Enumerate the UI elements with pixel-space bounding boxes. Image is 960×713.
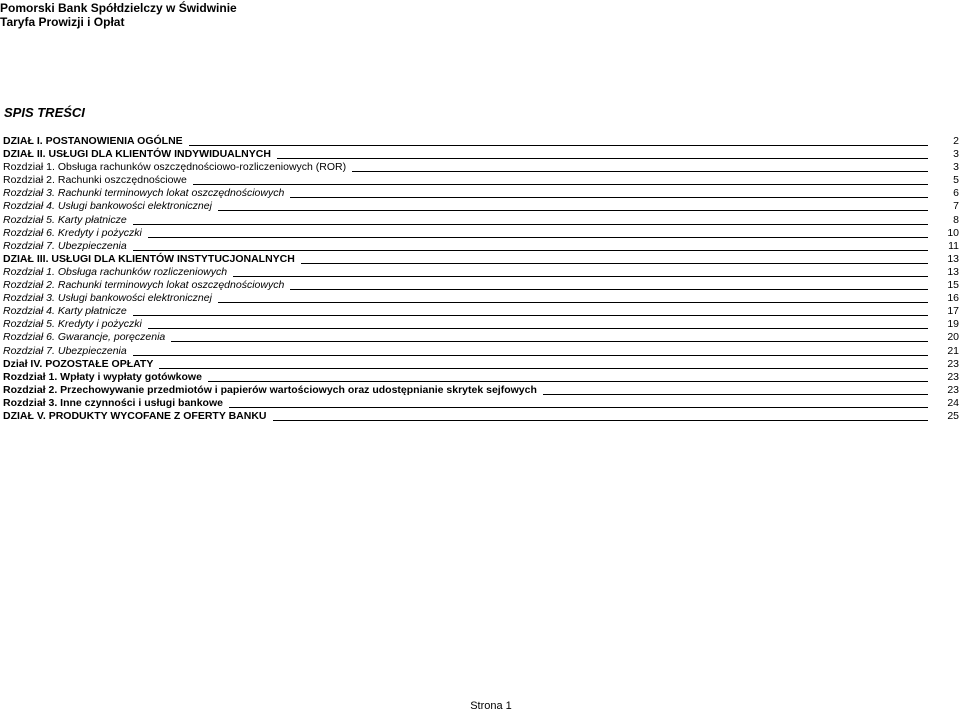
toc-entry-label: Rozdział 1. Obsługa rachunków rozliczeniowych	[3, 265, 228, 278]
toc-entry-page-number: 13	[947, 252, 959, 265]
toc-entry-page-number: 6	[953, 187, 959, 200]
toc-leader-line	[273, 420, 928, 421]
toc-entry-page-number: 20	[947, 331, 959, 344]
toc-entry-label: Rozdział 5. Kredyty i pożyczki	[3, 318, 142, 331]
toc-entry-label: Rozdział 6. Kredyty i pożyczki	[3, 226, 142, 239]
document-header	[0, 1, 237, 29]
toc-entry-page-number: 23	[947, 383, 959, 396]
toc-entry-page-number: 23	[947, 357, 959, 370]
toc-leader-line	[133, 355, 928, 356]
toc-entry-page-number: 8	[953, 213, 959, 226]
page-footer: Strona 1	[470, 700, 512, 712]
toc-entry-label: DZIAŁ I. POSTANOWIENIA OGÓLNE	[3, 135, 183, 147]
toc-leader-line	[543, 394, 928, 395]
toc-leader-line	[171, 341, 928, 342]
toc-entry[interactable]	[3, 358, 960, 371]
toc-entry[interactable]	[3, 161, 960, 174]
toc-entry[interactable]	[3, 187, 960, 200]
toc-entry-label: Rozdział 3. Inne czynności i usługi bankowe	[3, 396, 223, 409]
toc-entry-label: DZIAŁ V. PRODUKTY WYCOFANE Z OFERTY BANKU	[3, 409, 267, 422]
bank-name: Pomorski Bank Spółdzielczy w Świdwinie	[0, 1, 237, 15]
toc-entry-page-number: 16	[947, 292, 959, 305]
toc-entry[interactable]	[3, 397, 960, 410]
toc-entry-label: Rozdział 4. Usługi bankowości elektronicznej	[3, 200, 212, 213]
toc-entry-page-number: 3	[953, 161, 959, 174]
toc-entry-page-number: 5	[953, 174, 959, 187]
toc-leader-line	[208, 381, 928, 382]
document-name: Taryfa Prowizji i Opłat	[0, 15, 125, 29]
toc-entry-page-number: 7	[953, 200, 959, 213]
toc-entry-label: DZIAŁ III. USŁUGI DLA KLIENTÓW INSTYTUCJONALNYCH	[3, 252, 295, 265]
toc-entry-page-number: 10	[947, 226, 959, 239]
toc-entry[interactable]	[3, 266, 960, 279]
toc-leader-line	[133, 315, 928, 316]
toc-leader-line	[133, 250, 928, 251]
toc-leader-line	[229, 407, 928, 408]
toc-title: SPIS TREŚCI	[4, 105, 85, 120]
toc-leader-line	[301, 263, 928, 264]
toc-entry[interactable]	[3, 135, 960, 148]
toc-entry-label: Rozdział 6. Gwarancje, poręczenia	[3, 331, 166, 344]
toc-leader-line	[148, 328, 928, 329]
toc-entry[interactable]	[3, 305, 960, 318]
toc-entry[interactable]	[3, 200, 960, 213]
toc-entry-label: Rozdział 7. Ubezpieczenia	[3, 344, 127, 357]
toc-entry-page-number: 2	[953, 135, 959, 147]
toc-leader-line	[277, 158, 928, 159]
toc-entry-page-number: 23	[947, 370, 959, 383]
toc-leader-line	[133, 224, 928, 225]
toc-leader-line	[290, 289, 928, 290]
toc-entry[interactable]	[3, 279, 960, 292]
toc-leader-line	[148, 237, 928, 238]
toc-entry-label: Dział IV. POZOSTAŁE OPŁATY	[3, 357, 154, 370]
toc-leader-line	[193, 184, 928, 185]
toc-entry-page-number: 17	[947, 305, 959, 318]
toc-entry-label: DZIAŁ II. USŁUGI DLA KLIENTÓW INDYWIDUALNYCH	[3, 148, 271, 161]
toc-entry[interactable]	[3, 253, 960, 266]
toc-entry-page-number: 24	[947, 396, 959, 409]
toc-entry[interactable]	[3, 410, 960, 423]
toc-entry-label: Rozdział 2. Rachunki terminowych lokat oszczędnościowych	[3, 279, 285, 292]
toc-entry[interactable]	[3, 214, 960, 227]
toc-entry-label: Rozdział 7. Ubezpieczenia	[3, 239, 127, 252]
toc-entry[interactable]	[3, 384, 960, 397]
toc-entry-label: Rozdział 1. Obsługa rachunków oszczędnościowo-rozliczeniowych (ROR)	[3, 161, 347, 174]
toc-entry-page-number: 25	[947, 409, 959, 422]
toc-entry[interactable]	[3, 227, 960, 240]
toc-entry-label: Rozdział 2. Rachunki oszczędnościowe	[3, 174, 187, 187]
toc-entry-page-number: 15	[947, 279, 959, 292]
toc-entry[interactable]	[3, 331, 960, 344]
toc-entry-page-number: 3	[953, 148, 959, 161]
toc-leader-line	[290, 197, 928, 198]
toc-leader-line	[218, 302, 928, 303]
toc-entry[interactable]	[3, 345, 960, 358]
toc-entry-page-number: 13	[947, 265, 959, 278]
toc-entry-label: Rozdział 4. Karty płatnicze	[3, 305, 127, 318]
table-of-contents	[3, 135, 960, 423]
toc-entry-label: Rozdział 2. Przechowywanie przedmiotów i papierów wartościowych oraz udostępnianie skrytek sejfowych	[3, 383, 537, 396]
toc-entry[interactable]	[3, 240, 960, 253]
toc-entry-label: Rozdział 3. Rachunki terminowych lokat oszczędnościowych	[3, 187, 285, 200]
toc-entry-page-number: 21	[947, 344, 959, 357]
toc-entry-label: Rozdział 1. Wpłaty i wypłaty gotówkowe	[3, 370, 202, 383]
toc-leader-line	[159, 368, 928, 369]
toc-entry[interactable]	[3, 318, 960, 331]
toc-entry-page-number: 19	[947, 318, 959, 331]
toc-entry-label: Rozdział 3. Usługi bankowości elektronicznej	[3, 292, 212, 305]
toc-entry[interactable]	[3, 148, 960, 161]
toc-leader-line	[189, 145, 928, 146]
toc-entry[interactable]	[3, 174, 960, 187]
toc-leader-line	[218, 210, 928, 211]
toc-entry-label: Rozdział 5. Karty płatnicze	[3, 213, 127, 226]
toc-entry[interactable]	[3, 292, 960, 305]
toc-entry-page-number: 11	[948, 239, 959, 252]
toc-leader-line	[352, 171, 928, 172]
toc-entry[interactable]	[3, 371, 960, 384]
toc-leader-line	[233, 276, 928, 277]
